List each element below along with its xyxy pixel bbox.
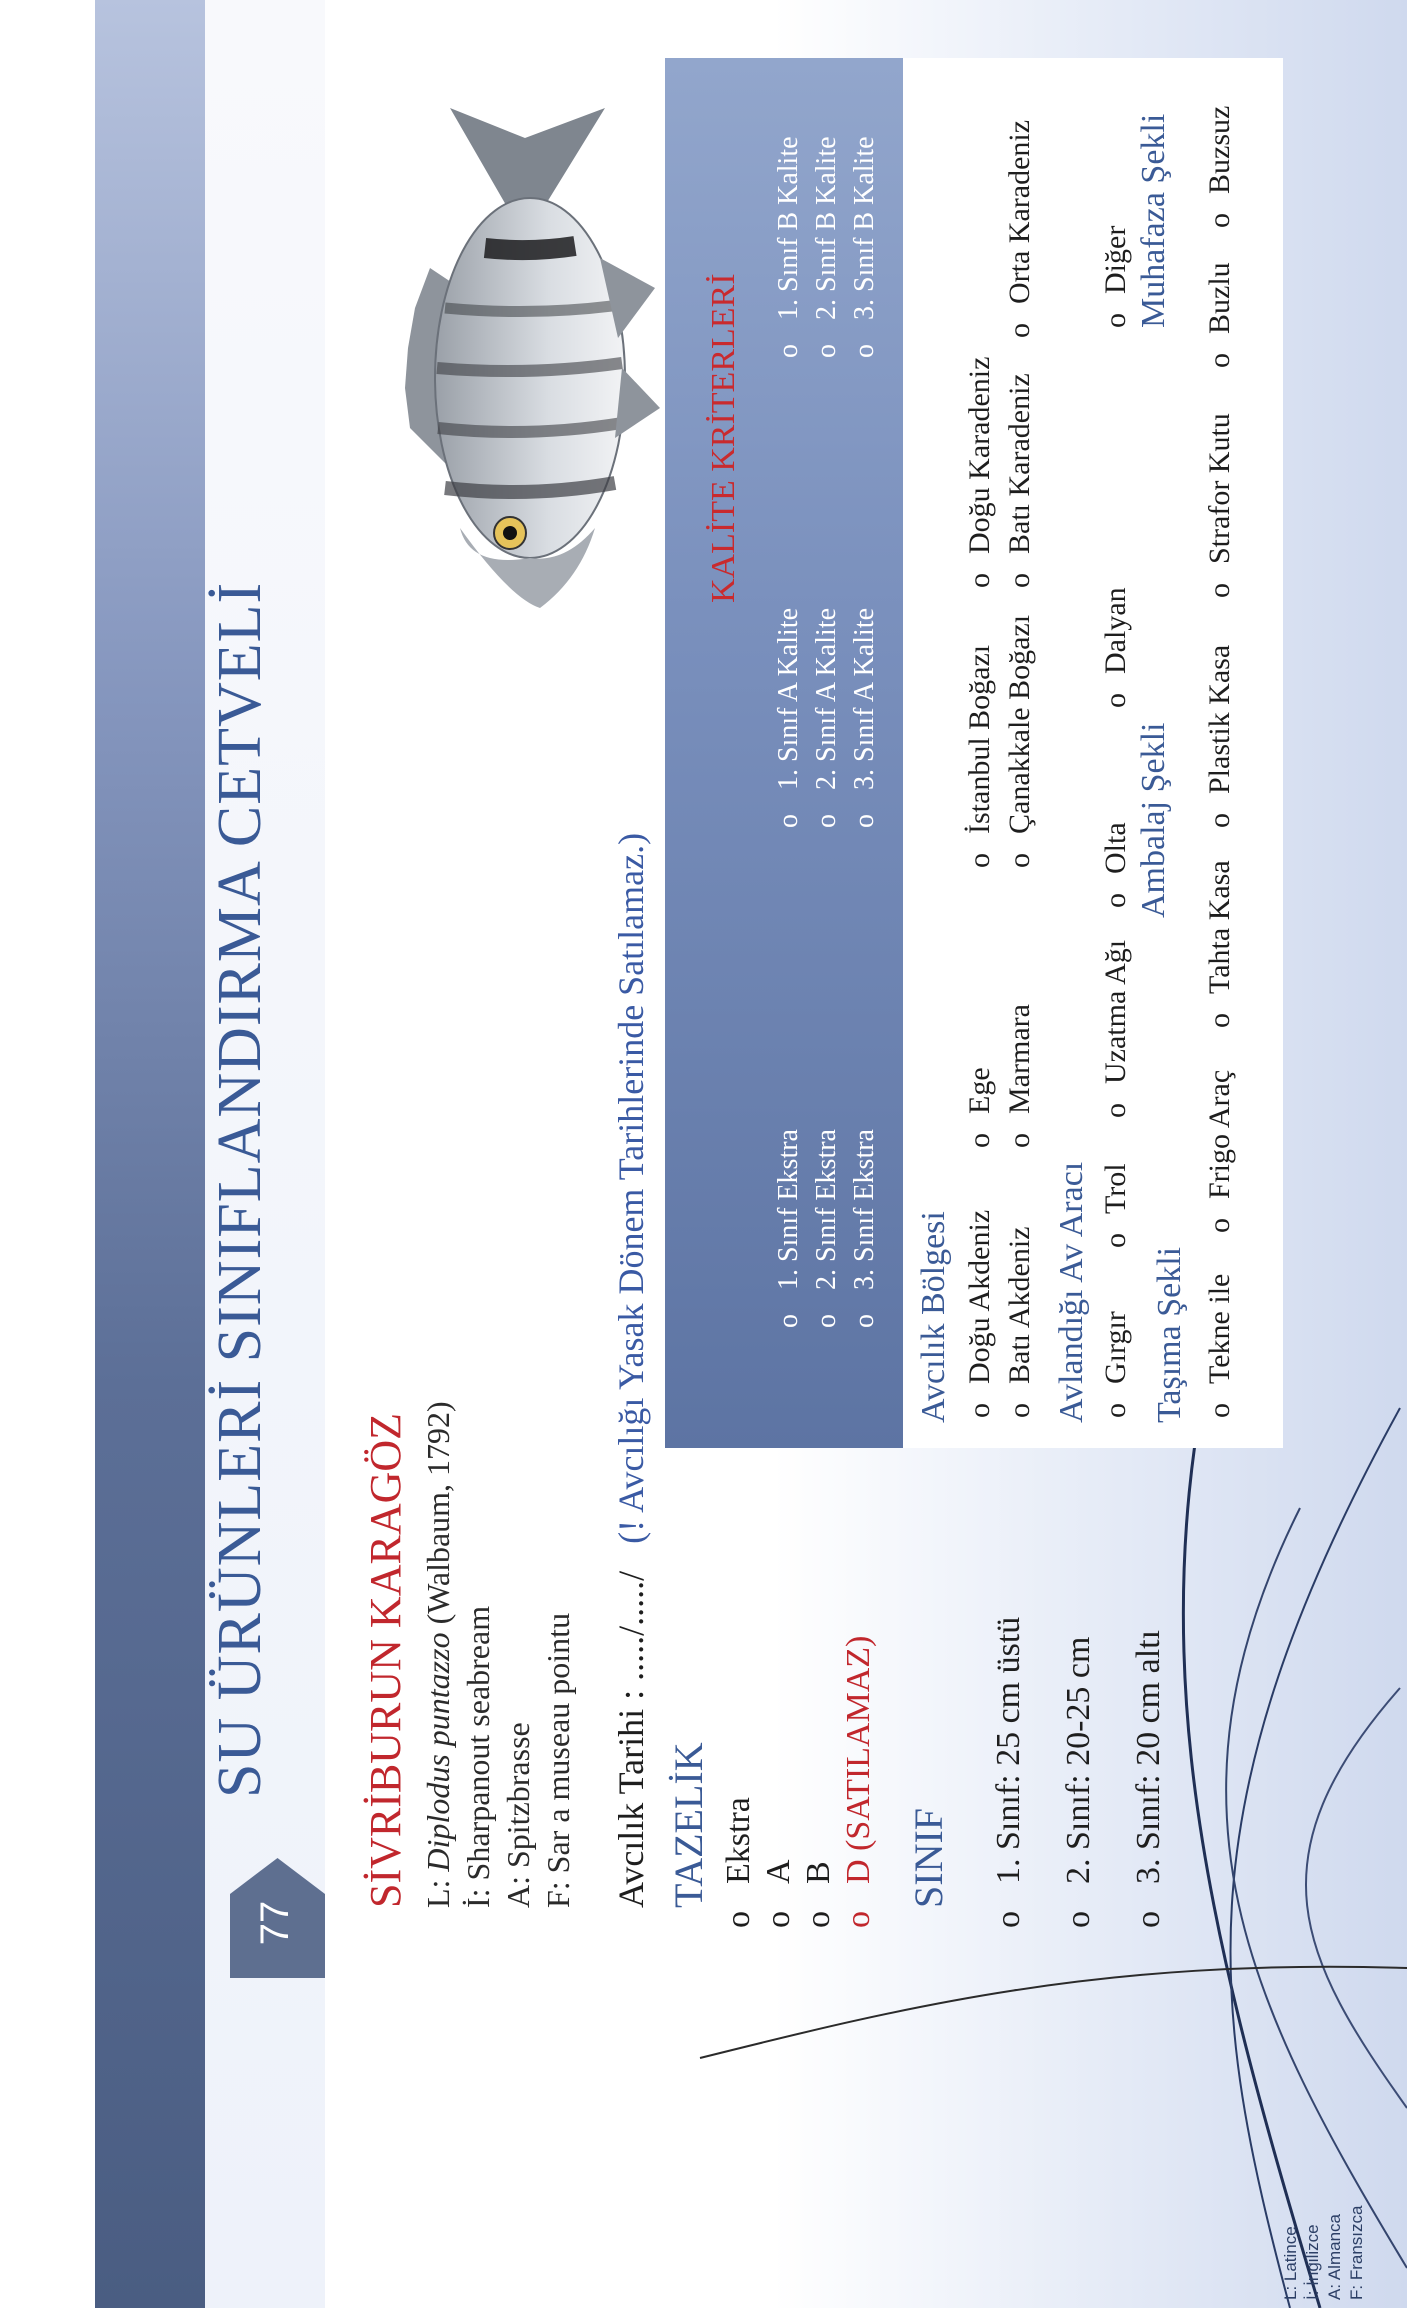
region-option[interactable]: oBatı Akdeniz bbox=[1003, 1226, 1036, 1418]
quality-column-a bbox=[770, 608, 884, 828]
legend-item: F: Fransızca bbox=[1347, 2205, 1366, 2300]
latin-name-line: L: Diplodus puntazzo (Walbaum, 1792) bbox=[420, 1401, 456, 1908]
transport-option[interactable]: oTekne ile bbox=[1203, 1273, 1236, 1418]
region-option[interactable]: oDoğu Karadeniz bbox=[963, 356, 996, 588]
gear-option[interactable]: oTrol bbox=[1099, 1163, 1132, 1248]
quality-option[interactable]: o2. Sınıf A Kalite bbox=[811, 608, 842, 828]
freshness-option-a[interactable]: oA bbox=[760, 1859, 797, 1928]
freshness-option-ekstra[interactable]: oEkstra bbox=[720, 1797, 757, 1928]
region-option[interactable]: oOrta Karadeniz bbox=[1003, 119, 1036, 338]
region-title: Avcılık Bölgesi bbox=[915, 1211, 952, 1423]
catch-date-warning: (! Avcılığı Yasak Dönem Tarihlerinde Satılamaz.) bbox=[611, 832, 651, 1544]
gear-option[interactable]: oGırgır bbox=[1099, 1311, 1132, 1418]
freshness-title: TAZELİK bbox=[666, 1742, 711, 1908]
class-option-3[interactable]: o3. Sınıf: 20 cm altı bbox=[1130, 1629, 1167, 1928]
region-option[interactable]: oBatı Karadeniz bbox=[1003, 373, 1036, 588]
quality-option[interactable]: o2. Sınıf Ekstra bbox=[811, 1129, 842, 1328]
packaging-option[interactable]: oPlastik Kasa bbox=[1203, 644, 1236, 828]
catch-date-line bbox=[610, 833, 652, 1908]
gear-option[interactable]: oDalyan bbox=[1099, 587, 1132, 708]
fish-illustration bbox=[390, 88, 665, 668]
quality-option[interactable]: o2. Sınıf B Kalite bbox=[811, 136, 842, 358]
preservation-option[interactable]: oBuzsuz bbox=[1203, 105, 1236, 228]
fish-name: SİVRİBURUN KARAGÖZ bbox=[361, 1412, 410, 1908]
class-option-1[interactable]: o1. Sınıf: 25 cm üstü bbox=[990, 1616, 1027, 1928]
top-band bbox=[95, 0, 205, 2308]
quality-option[interactable]: o1. Sınıf Ekstra bbox=[773, 1129, 804, 1328]
page-number: 77 bbox=[253, 1900, 297, 1946]
gear-option[interactable]: oDiğer bbox=[1099, 225, 1132, 328]
quality-option[interactable]: o3. Sınıf B Kalite bbox=[849, 136, 880, 358]
language-legend bbox=[1280, 2206, 1368, 2300]
german-name: A: Spitzbrasse bbox=[500, 1722, 536, 1908]
page-title: SU ÜRÜNLERİ SINIFLANDIRMA CETVELİ bbox=[206, 581, 274, 1798]
legend-item: İ: İngilizce bbox=[1303, 2224, 1322, 2300]
freshness-option-b[interactable]: oB bbox=[800, 1861, 837, 1928]
class-option-2[interactable]: o2. Sınıf: 20-25 cm bbox=[1060, 1636, 1097, 1928]
fish-illustration-box bbox=[390, 88, 665, 668]
class-title: SINIF bbox=[906, 1807, 951, 1908]
region-option[interactable]: oMarmara bbox=[1003, 1004, 1036, 1148]
quality-panel bbox=[665, 58, 903, 1448]
quality-column-b bbox=[770, 136, 884, 358]
gear-title: Avlandığı Av Aracı bbox=[1053, 1161, 1090, 1423]
gear-option[interactable]: oOlta bbox=[1099, 822, 1132, 908]
region-option[interactable]: oDoğu Akdeniz bbox=[963, 1209, 996, 1418]
region-option[interactable]: oİstanbul Boğazı bbox=[963, 644, 996, 868]
catch-date-label: Avcılık Tarihi : ...../...../ bbox=[611, 1570, 651, 1908]
preservation-title: Muhafaza Şekli bbox=[1135, 113, 1172, 328]
french-name: F: Sar a museau pointu bbox=[540, 1612, 576, 1908]
packaging-option[interactable]: oStrafor Kutu bbox=[1203, 413, 1236, 598]
quality-option[interactable]: o3. Sınıf Ekstra bbox=[849, 1129, 880, 1328]
quality-title: KALİTE KRİTERLERİ bbox=[705, 273, 742, 603]
freshness-option-d[interactable]: oD (SATILAMAZ) bbox=[840, 1635, 877, 1928]
legend-item: A: Almanca bbox=[1325, 2214, 1344, 2300]
packaging-option[interactable]: oTahta Kasa bbox=[1203, 860, 1236, 1028]
transport-title: Taşıma Şekli bbox=[1151, 1246, 1188, 1423]
preservation-option[interactable]: oBuzlu bbox=[1203, 262, 1236, 368]
quality-option[interactable]: o3. Sınıf A Kalite bbox=[849, 608, 880, 828]
gear-option[interactable]: oUzatma Ağı bbox=[1099, 939, 1132, 1118]
region-option[interactable]: oEge bbox=[963, 1067, 996, 1148]
quality-option[interactable]: o1. Sınıf B Kalite bbox=[773, 136, 804, 358]
region-option[interactable]: oÇanakkale Boğazı bbox=[1003, 614, 1036, 868]
transport-option[interactable]: oFrigo Araç bbox=[1203, 1069, 1236, 1233]
region-panel bbox=[903, 58, 1283, 1448]
legend-item: L: Latince bbox=[1281, 2226, 1300, 2300]
english-name: İ: Sharpanout seabream bbox=[460, 1605, 496, 1908]
quality-option[interactable]: o1. Sınıf A Kalite bbox=[773, 608, 804, 828]
packaging-title: Ambalaj Şekli bbox=[1135, 722, 1172, 918]
quality-column-ekstra bbox=[770, 1129, 884, 1328]
